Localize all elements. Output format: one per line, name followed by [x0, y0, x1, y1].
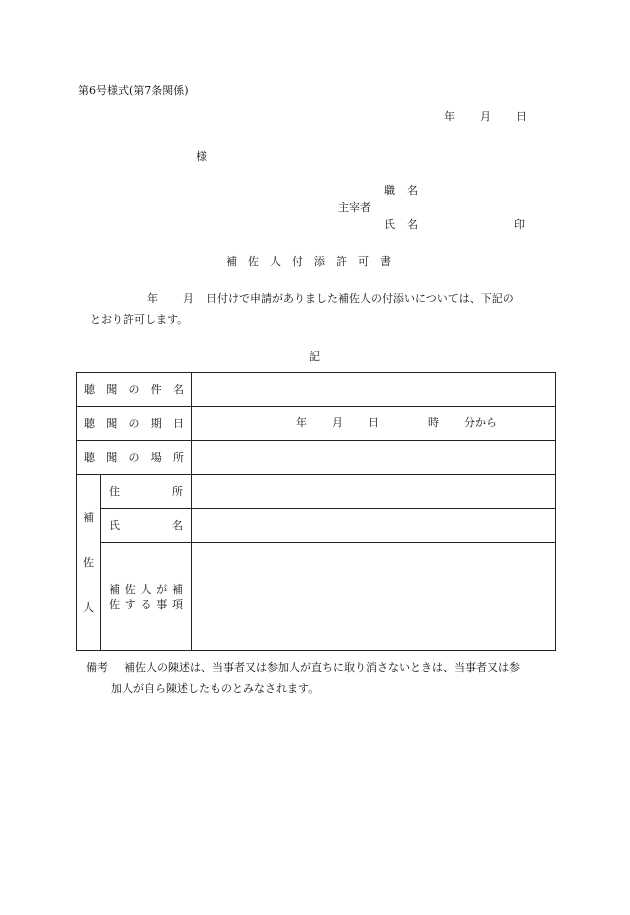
- label-char: の: [128, 382, 140, 396]
- title-char: 付: [292, 255, 303, 268]
- date-month: 月: [480, 110, 491, 123]
- body-month: 月: [183, 292, 194, 305]
- addressee-suffix: 様: [196, 150, 207, 163]
- body-text-2: とおり許可します。: [90, 313, 189, 326]
- label-char: 佐: [124, 582, 136, 596]
- label-char: 所: [172, 484, 183, 498]
- vertical-char: 佐: [83, 556, 94, 569]
- date-day: 日: [516, 110, 527, 123]
- note-label: 備考: [86, 661, 108, 674]
- table-row-place: [77, 441, 556, 475]
- vertical-char: 人: [83, 601, 94, 614]
- title-char: 添: [314, 255, 325, 268]
- permit-table: [76, 372, 556, 651]
- vertical-char: 補: [83, 511, 94, 524]
- title-char: 人: [270, 255, 281, 268]
- title-char: 補: [226, 255, 237, 268]
- label-char: 日: [173, 416, 184, 430]
- name-label: [101, 509, 192, 543]
- body-year: 年: [147, 292, 158, 305]
- label-char: 事: [156, 597, 168, 611]
- hearing-date-value: [192, 407, 556, 441]
- table-row-case: [77, 373, 556, 407]
- label-char: る: [140, 597, 152, 611]
- shusaisha-label: 主宰者: [338, 201, 371, 214]
- label-char: 場: [150, 450, 162, 464]
- date-unit: 日: [368, 416, 379, 429]
- label-char: 所: [173, 450, 184, 464]
- shimei-char-1: 氏: [384, 218, 395, 231]
- table-row-date: [77, 407, 556, 441]
- label-char: 名: [172, 518, 183, 532]
- ki-heading: 記: [309, 350, 320, 363]
- body-text-1: 日付けで申請がありました補佐人の付添いについては、下記の: [206, 292, 514, 305]
- hearing-date-label: [77, 407, 192, 441]
- title-char: 佐: [248, 255, 259, 268]
- shokumei-char-2: 名: [407, 184, 418, 197]
- label-char: 聴: [84, 416, 95, 430]
- title-char: 可: [358, 255, 369, 268]
- table-row-matters: [77, 543, 556, 651]
- label-char: 聴: [84, 450, 95, 464]
- table-row-name: [77, 509, 556, 543]
- note-line-2: 加人が自ら陳述したものとみなされます。: [111, 682, 320, 695]
- label-char: 佐: [109, 597, 120, 611]
- label-char: 聞: [106, 382, 118, 396]
- label-char: す: [124, 597, 136, 611]
- date-unit: 月: [332, 416, 343, 429]
- title-char: 許: [336, 255, 347, 268]
- shokumei-char-1: 職: [384, 184, 395, 197]
- date-unit: 年: [296, 416, 307, 429]
- matters-value: [192, 543, 556, 651]
- label-char: 住: [109, 484, 120, 498]
- label-char: 期: [150, 416, 162, 430]
- label-char: の: [128, 416, 140, 430]
- label-char: 補: [172, 582, 183, 596]
- label-char: 名: [173, 382, 184, 396]
- label-char: 聞: [106, 450, 118, 464]
- seal-mark: 印: [514, 218, 525, 231]
- label-char: 聞: [106, 416, 118, 430]
- label-char: 補: [109, 582, 120, 596]
- note-line-1: 補佐人の陳述は、当事者又は参加人が直ちに取り消さないときは、当事者又は参: [124, 661, 520, 674]
- case-name-label: [77, 373, 192, 407]
- form-number: 第6号様式(第7条関係): [78, 84, 189, 97]
- label-char: 氏: [109, 518, 120, 532]
- address-value: [192, 475, 556, 509]
- date-unit: 分から: [464, 416, 497, 429]
- address-label: [101, 475, 192, 509]
- label-char: 人: [140, 582, 152, 596]
- label-char: が: [156, 582, 168, 596]
- matters-label: [101, 543, 192, 651]
- title-char: 書: [380, 255, 391, 268]
- case-name-value: [192, 373, 556, 407]
- date-year: 年: [444, 110, 455, 123]
- label-char: の: [128, 450, 140, 464]
- label-char: 件: [150, 382, 162, 396]
- hearing-place-label: [77, 441, 192, 475]
- name-value: [192, 509, 556, 543]
- date-unit: 時: [428, 416, 439, 429]
- hosanin-vertical-label: [77, 475, 101, 651]
- label-char: 聴: [84, 382, 95, 396]
- table-row-address: [77, 475, 556, 509]
- label-char: 項: [172, 597, 183, 611]
- hearing-place-value: [192, 441, 556, 475]
- shimei-char-2: 名: [407, 218, 418, 231]
